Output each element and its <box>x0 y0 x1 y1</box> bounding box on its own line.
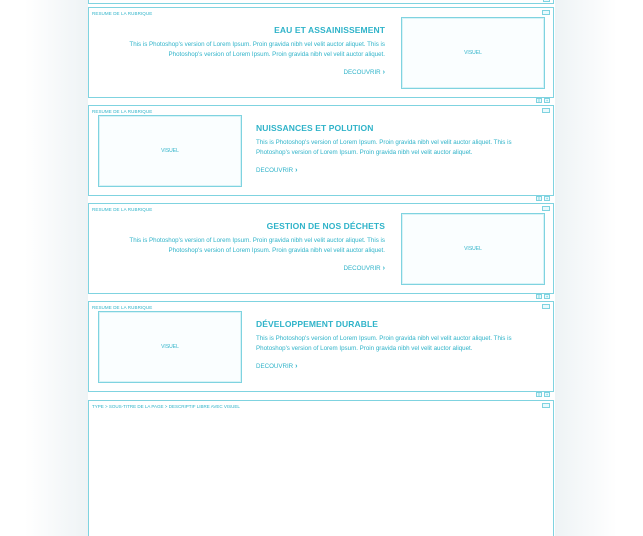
visual-label: VISUEL <box>464 50 482 56</box>
discover-link[interactable] <box>344 69 385 76</box>
section-nuissances-polution <box>88 105 554 201</box>
visual-placeholder <box>98 311 242 383</box>
edit-tag-icon[interactable] <box>542 206 550 211</box>
discover-link[interactable] <box>256 363 297 370</box>
settings-icon[interactable]: ≡ <box>537 196 541 201</box>
section-developpement-durable <box>88 301 554 397</box>
section-label: RESUME DE LA RUBRIQUE <box>92 109 153 114</box>
chevron-right-icon: › <box>382 69 385 76</box>
section-label: RESUME DE LA RUBRIQUE <box>92 207 153 212</box>
edit-tag-icon[interactable] <box>543 0 550 2</box>
discover-label: DECOUVRIR <box>343 69 381 76</box>
visual-label: VISUEL <box>161 344 179 350</box>
visual-placeholder <box>98 115 242 187</box>
chevron-right-icon: › <box>382 265 385 272</box>
settings-icon[interactable]: ≡ <box>537 98 541 103</box>
section-controls <box>536 392 550 397</box>
visual-label: VISUEL <box>161 148 179 154</box>
section-description: This is Photoshop's version of Lorem Ipsum. Proin gravida nibh vel velit auctor aliquet. This is Photoshop's version of Lorem Ipsum. Proin gravida nibh vel velit auctor aliquet. <box>256 139 512 156</box>
section-controls <box>536 98 550 103</box>
add-icon[interactable]: + <box>545 392 549 397</box>
visual-placeholder <box>401 17 545 89</box>
free-description-block <box>88 400 554 536</box>
discover-label: DECOUVRIR <box>256 167 294 174</box>
visual-label: VISUEL <box>464 246 482 252</box>
edit-tag-icon[interactable] <box>542 108 550 113</box>
section-title: DÉVELOPPEMENT DURABLE <box>256 319 379 329</box>
visual-placeholder <box>401 213 545 285</box>
add-icon[interactable]: + <box>545 196 549 201</box>
settings-icon[interactable]: ≡ <box>537 294 541 299</box>
section-title: NUISSANCES ET POLUTION <box>256 123 374 133</box>
edit-tag-icon[interactable] <box>542 403 550 408</box>
chevron-right-icon: › <box>295 167 298 174</box>
section-gestion-dechets <box>88 203 554 299</box>
discover-link[interactable] <box>256 167 297 174</box>
discover-label: DECOUVRIR <box>256 363 294 370</box>
section-description: This is Photoshop's version of Lorem Ipsum. Proin gravida nibh vel velit auctor aliquet. This is Photoshop's version of Lorem Ipsum. Proin gravida nibh vel velit auctor aliquet. <box>129 41 385 58</box>
right-gutter <box>555 0 617 536</box>
section-label: RESUME DE LA RUBRIQUE <box>92 305 153 310</box>
edit-tag-icon[interactable] <box>542 304 550 309</box>
add-icon[interactable]: + <box>545 294 549 299</box>
breadcrumb: TYPE > SOUS-TITRE DE LA PAGE > DESCRIPTIF LIBRE AVEC VISUEL <box>92 404 240 409</box>
left-gutter <box>25 0 88 536</box>
section-label: RESUME DE LA RUBRIQUE <box>92 11 153 16</box>
settings-icon[interactable]: ≡ <box>537 392 541 397</box>
discover-link[interactable] <box>344 265 385 272</box>
section-title: GESTION DE NOS DÉCHETS <box>266 221 385 231</box>
previous-section-edge <box>88 0 554 4</box>
section-description: This is Photoshop's version of Lorem Ipsum. Proin gravida nibh vel velit auctor aliquet. This is Photoshop's version of Lorem Ipsum. Proin gravida nibh vel velit auctor aliquet. <box>129 237 385 254</box>
section-title: EAU ET ASSAINISSEMENT <box>274 25 385 35</box>
discover-label: DECOUVRIR <box>343 265 381 272</box>
section-controls <box>536 196 550 201</box>
section-description: This is Photoshop's version of Lorem Ipsum. Proin gravida nibh vel velit auctor aliquet. This is Photoshop's version of Lorem Ipsum. Proin gravida nibh vel velit auctor aliquet. <box>256 335 512 352</box>
edit-tag-icon[interactable] <box>542 10 550 15</box>
section-controls <box>536 294 550 299</box>
chevron-right-icon: › <box>295 363 298 370</box>
add-icon[interactable]: + <box>545 98 549 103</box>
section-eau-assainissement <box>88 7 554 103</box>
